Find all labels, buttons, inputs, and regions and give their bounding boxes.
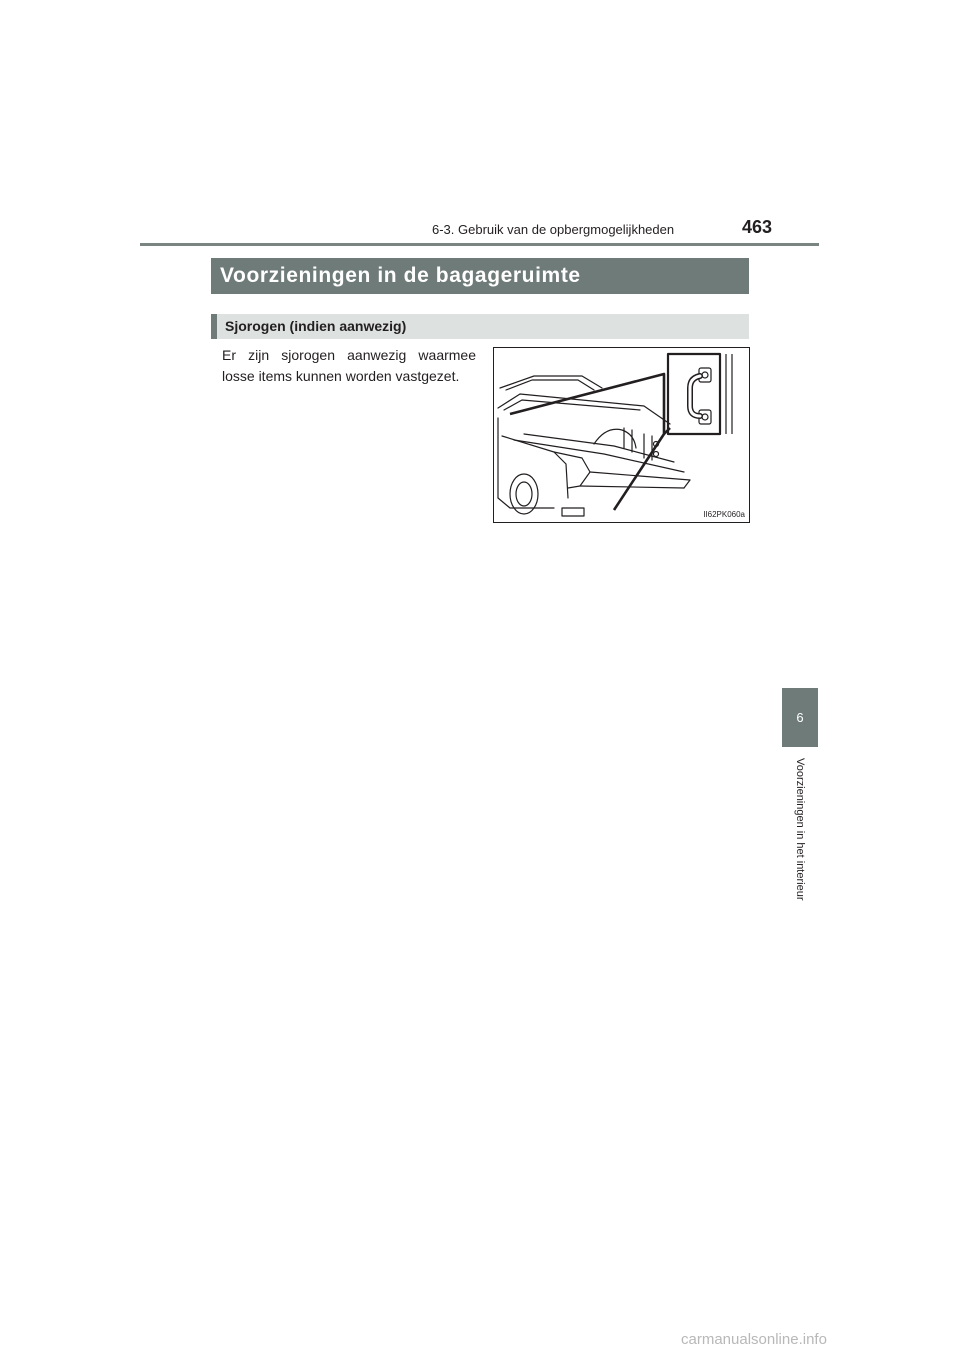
subsection-title: Sjorogen (indien aanwezig): [225, 318, 407, 334]
body-paragraph: Er zijn sjorogen aanwezig waarmee losse items kunnen worden vastgezet.: [222, 347, 476, 384]
watermark: carmanualsonline.info: [681, 1331, 827, 1348]
page-number: 463: [742, 217, 773, 237]
chapter-side-label: Voorzieningen in het interieur: [794, 758, 806, 901]
header-rule: [140, 243, 819, 246]
header-section-title: 6-3. Gebruik van de opbergmogelijkheden: [432, 222, 675, 237]
tie-down-hook-illustration: [493, 347, 750, 523]
figure-code: II62PK060a: [703, 510, 745, 519]
subsection-accent: [211, 314, 217, 339]
section-title: Voorzieningen in de bagageruimte: [211, 258, 749, 294]
subsection-header: [211, 314, 749, 339]
chapter-tab: 6: [782, 688, 818, 747]
pickup-bed-drawing: [494, 348, 749, 522]
